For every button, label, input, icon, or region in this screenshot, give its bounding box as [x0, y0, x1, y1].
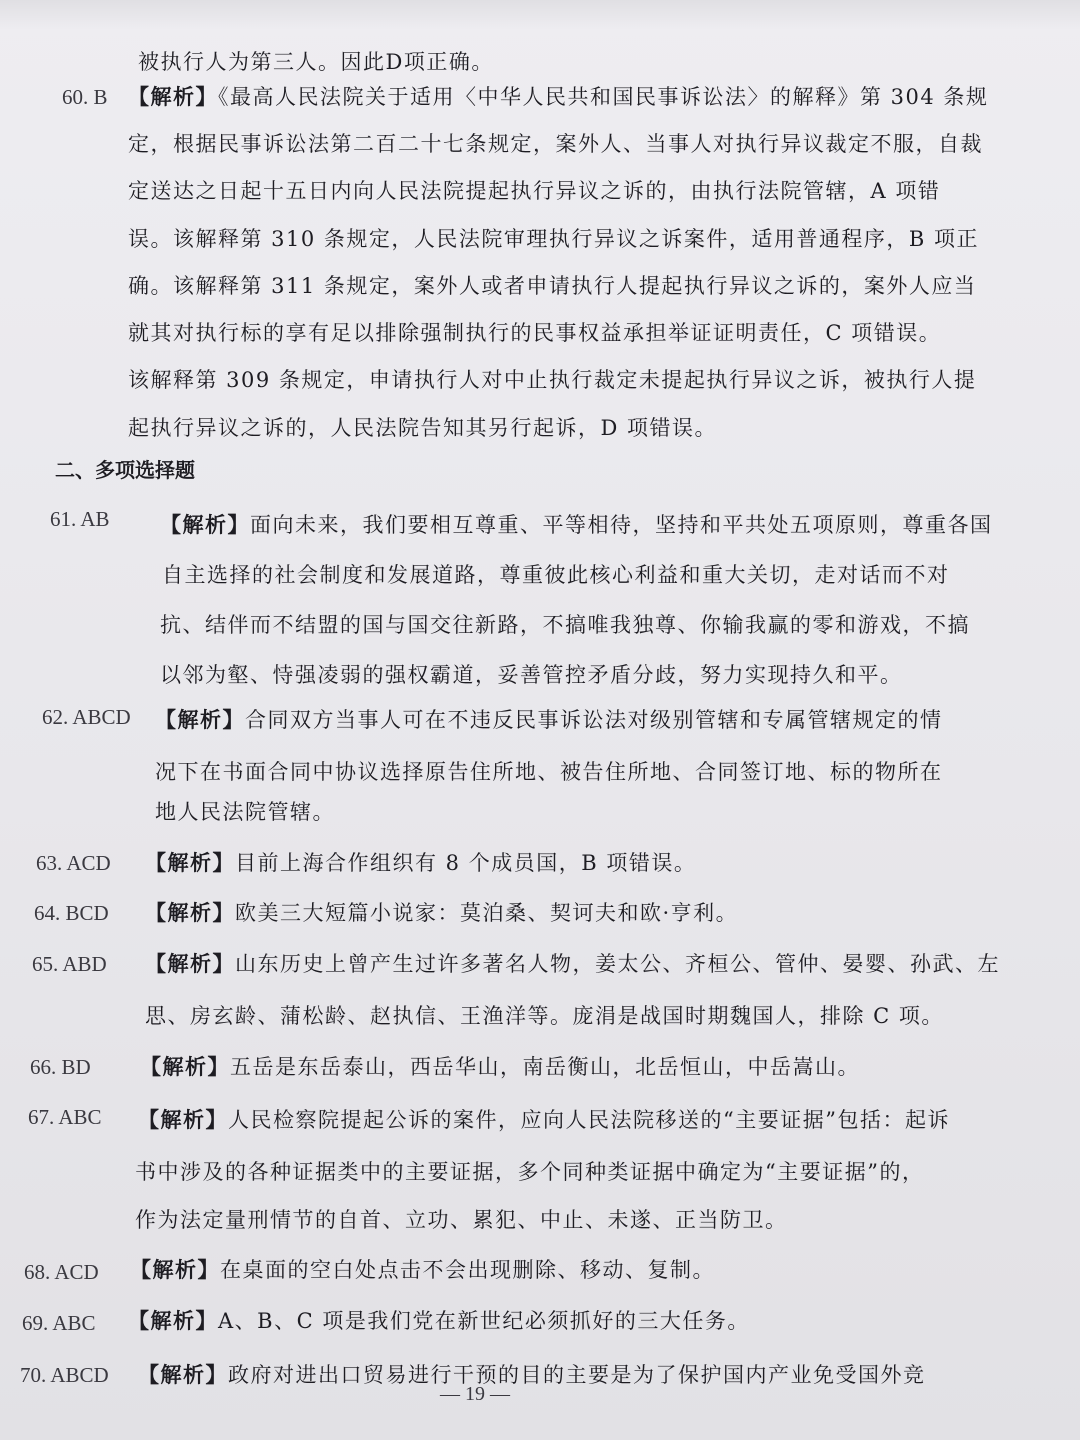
answer-number: 62. ABCD — [42, 705, 131, 729]
answer-line: 抗、结伴而不结盟的国与国交往新路，不搞唯我独尊、你输我赢的零和游戏，不搞 — [160, 613, 970, 637]
answer-line: 【解析】合同双方当事人可在不违反民事诉讼法对级别管辖和专属管辖规定的情 — [155, 707, 943, 732]
answer-number: 65. ABD — [32, 952, 107, 976]
answer-line: 地人民法院管辖。 — [155, 800, 335, 824]
answer-line: 该解释第 309 条规定，申请执行人对中止执行裁定未提起执行异议之诉，被执行人提 — [128, 368, 977, 392]
answer-line: 就其对执行标的享有足以排除强制执行的民事权益承担举证证明责任，C 项错误。 — [128, 321, 942, 345]
answer-number: 70. ABCD — [20, 1363, 109, 1387]
answer-line: 【解析】目前上海合作组织有 8 个成员国，B 项错误。 — [145, 850, 697, 875]
answer-line: 【解析】《最高人民法院关于适用〈中华人民共和国民事诉讼法〉的解释》第 304 条规 — [128, 84, 989, 109]
answer-line: 误。该解释第 310 条规定，人民法院审理执行异议之诉案件，适用普通程序，B 项正 — [128, 227, 980, 251]
answer-line: 【解析】在桌面的空白处点击不会出现删除、移动、复制。 — [130, 1257, 715, 1282]
answer-line: 定送达之日起十五日内向人民法院提起执行异议之诉的，由执行法院管辖，A 项错 — [128, 179, 941, 203]
continuation-line: 被执行人为第三人。因此D项正确。 — [138, 50, 494, 74]
analysis-label: 【解析】 — [130, 1257, 220, 1282]
section-heading: 二、多项选择题 — [55, 458, 195, 482]
answer-number: 66. BD — [30, 1055, 91, 1079]
analysis-label: 【解析】 — [155, 707, 245, 732]
analysis-label: 【解析】 — [145, 850, 235, 875]
page-number: — 19 — — [440, 1383, 510, 1405]
answer-line: 定，根据民事诉讼法第二百二十七条规定，案外人、当事人对执行异议裁定不服，自裁 — [128, 132, 983, 156]
answer-number: 64. BCD — [34, 901, 109, 925]
analysis-label: 【解析】 — [138, 1362, 228, 1387]
answer-number: 60. B — [62, 85, 108, 109]
page-shadow — [0, 0, 1080, 30]
analysis-label: 【解析】 — [160, 512, 250, 537]
answer-line: 起执行异议之诉的，人民法院告知其另行起诉，D 项错误。 — [128, 416, 718, 440]
analysis-label: 【解析】 — [128, 84, 218, 109]
analysis-label: 【解析】 — [145, 951, 235, 976]
analysis-label: 【解析】 — [145, 900, 235, 925]
answer-line: 书中涉及的各种证据类中的主要证据，多个同种类证据中确定为“主要证据”的， — [135, 1160, 925, 1184]
analysis-label: 【解析】 — [128, 1308, 218, 1333]
answer-line: 思、房玄龄、蒲松龄、赵执信、王渔洋等。庞涓是战国时期魏国人，排除 C 项。 — [145, 1004, 944, 1028]
answer-number: 67. ABC — [28, 1105, 102, 1129]
answer-line: 以邻为壑、恃强凌弱的强权霸道，妥善管控矛盾分歧，努力实现持久和平。 — [160, 663, 903, 687]
answer-line: 【解析】山东历史上曾产生过许多著名人物，姜太公、齐桓公、管仲、晏婴、孙武、左 — [145, 951, 1000, 976]
answer-number: 61. AB — [50, 507, 110, 531]
answer-line: 【解析】面向未来，我们要相互尊重、平等相待，坚持和平共处五项原则，尊重各国 — [160, 512, 993, 537]
answer-number: 69. ABC — [22, 1311, 96, 1335]
answer-number: 63. ACD — [36, 851, 111, 875]
answer-line: 【解析】A、B、C 项是我们党在新世纪必须抓好的三大任务。 — [128, 1308, 750, 1333]
answer-line: 作为法定量刑情节的自首、立功、累犯、中止、未遂、正当防卫。 — [135, 1208, 788, 1232]
answer-line: 【解析】五岳是东岳泰山，西岳华山，南岳衡山，北岳恒山，中岳嵩山。 — [140, 1054, 860, 1079]
answer-number: 68. ACD — [24, 1260, 99, 1284]
answer-line: 况下在书面合同中协议选择原告住所地、被告住所地、合同签订地、标的物所在 — [155, 760, 943, 784]
answer-line: 【解析】人民检察院提起公诉的案件，应向人民法院移送的“主要证据”包括：起诉 — [138, 1107, 950, 1132]
analysis-label: 【解析】 — [140, 1054, 230, 1079]
analysis-label: 【解析】 — [138, 1107, 228, 1132]
answer-line: 确。该解释第 311 条规定，案外人或者申请执行人提起执行异议之诉的，案外人应当 — [128, 274, 977, 298]
answer-line: 【解析】欧美三大短篇小说家：莫泊桑、契诃夫和欧·亨利。 — [145, 900, 739, 925]
answer-line: 【解析】政府对进出口贸易进行干预的目的主要是为了保护国内产业免受国外竞 — [138, 1362, 926, 1387]
answer-line: 自主选择的社会制度和发展道路，尊重彼此核心利益和重大关切，走对话而不对 — [162, 563, 950, 587]
